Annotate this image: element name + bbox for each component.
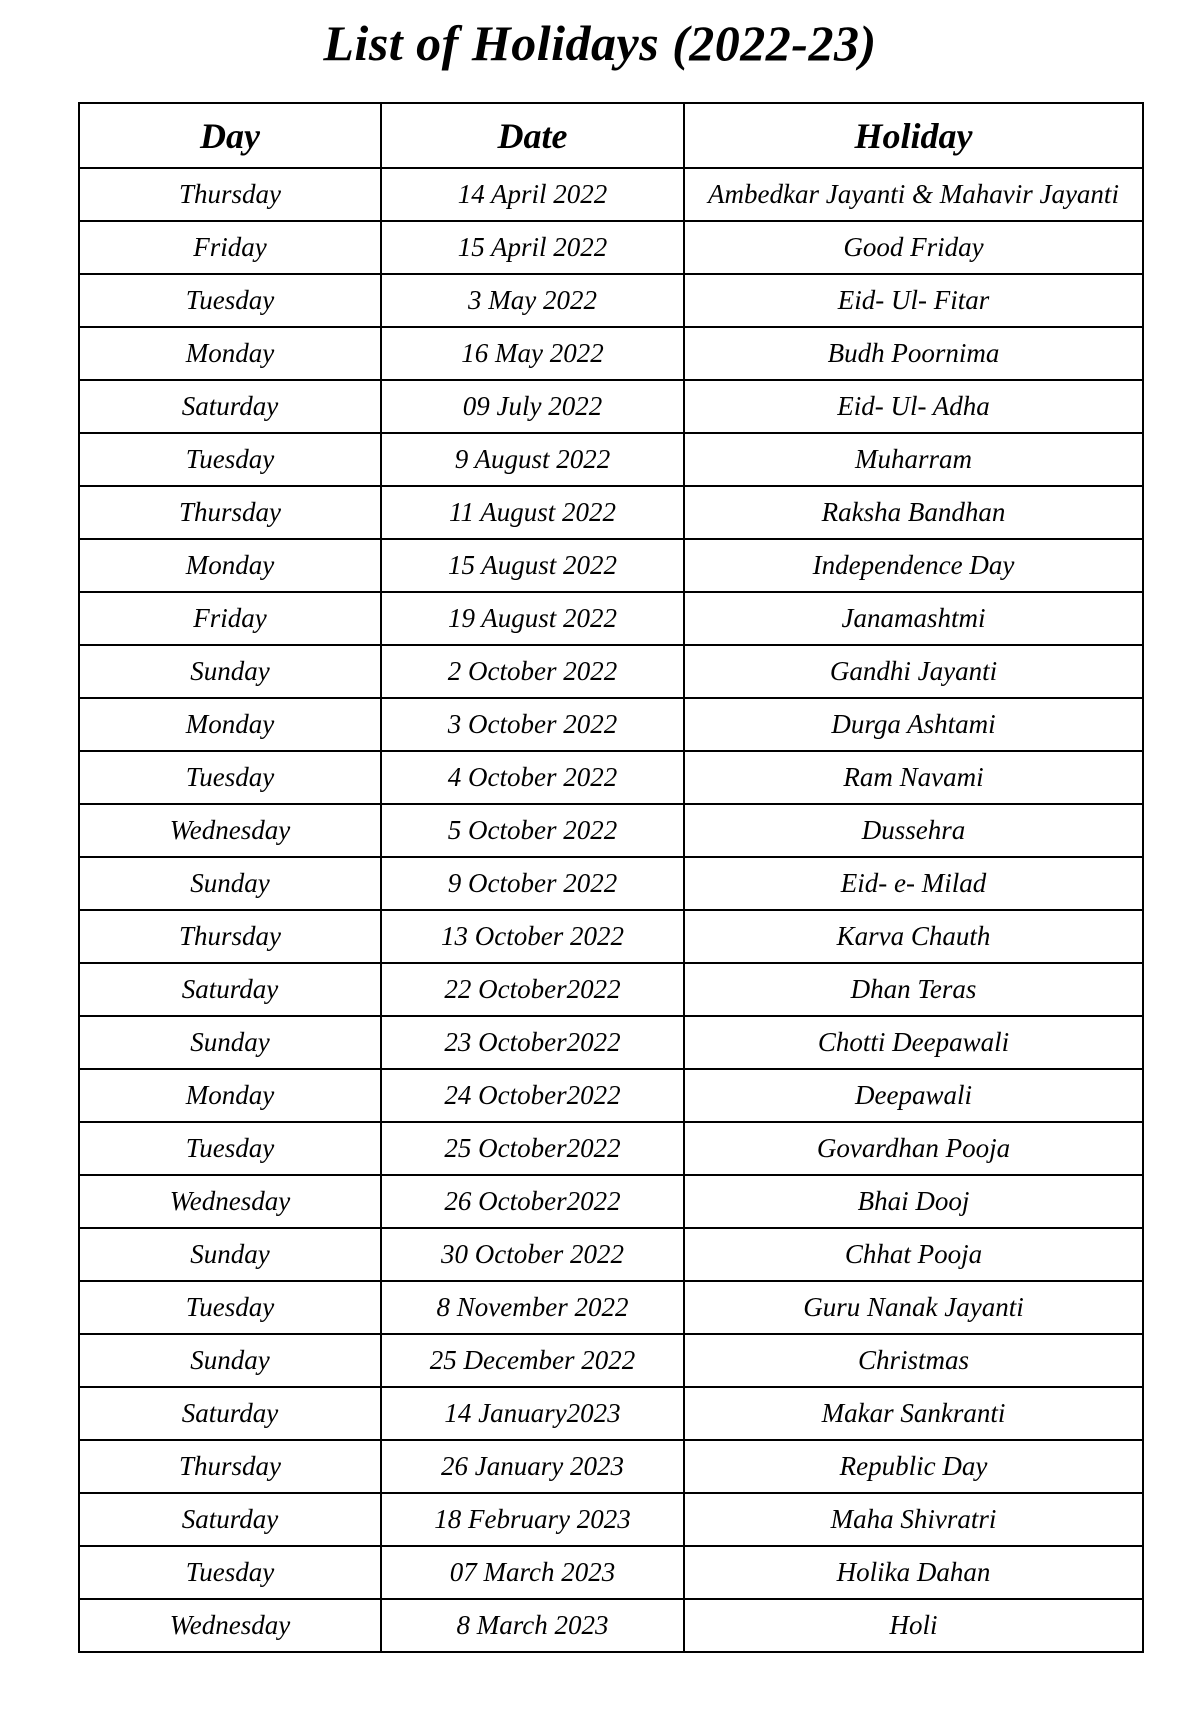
date-cell: 30 October 2022: [381, 1228, 684, 1281]
table-row: [79, 380, 1143, 433]
table-row: [79, 910, 1143, 963]
day-cell: Sunday: [79, 1334, 381, 1387]
table-row: [79, 1440, 1143, 1493]
table-body: [79, 168, 1143, 1652]
day-cell: Monday: [79, 539, 381, 592]
holiday-cell: Gandhi Jayanti: [684, 645, 1143, 698]
holiday-cell: Eid- e- Milad: [684, 857, 1143, 910]
date-cell: 5 October 2022: [381, 804, 684, 857]
header-holiday: Holiday: [684, 103, 1143, 168]
holiday-cell: Republic Day: [684, 1440, 1143, 1493]
date-cell: 25 October2022: [381, 1122, 684, 1175]
date-cell: 8 March 2023: [381, 1599, 684, 1652]
day-cell: Thursday: [79, 486, 381, 539]
table-row: [79, 645, 1143, 698]
date-cell: 18 February 2023: [381, 1493, 684, 1546]
table-row: [79, 592, 1143, 645]
day-cell: Friday: [79, 592, 381, 645]
table-row: [79, 698, 1143, 751]
holiday-cell: Guru Nanak Jayanti: [684, 1281, 1143, 1334]
day-cell: Thursday: [79, 168, 381, 221]
day-cell: Saturday: [79, 380, 381, 433]
day-cell: Monday: [79, 1069, 381, 1122]
holiday-cell: Budh Poornima: [684, 327, 1143, 380]
date-cell: 16 May 2022: [381, 327, 684, 380]
day-cell: Saturday: [79, 1387, 381, 1440]
date-cell: 3 October 2022: [381, 698, 684, 751]
header-date: Date: [381, 103, 684, 168]
page-title: List of Holidays (2022-23): [323, 15, 877, 71]
day-cell: Sunday: [79, 1228, 381, 1281]
day-cell: Tuesday: [79, 274, 381, 327]
day-cell: Friday: [79, 221, 381, 274]
table-row: [79, 857, 1143, 910]
date-cell: 26 January 2023: [381, 1440, 684, 1493]
table-row: [79, 1122, 1143, 1175]
day-cell: Tuesday: [79, 1281, 381, 1334]
date-cell: 3 May 2022: [381, 274, 684, 327]
date-cell: 25 December 2022: [381, 1334, 684, 1387]
table-row: [79, 486, 1143, 539]
table-row: [79, 1599, 1143, 1652]
header-day: Day: [79, 103, 381, 168]
date-cell: 23 October2022: [381, 1016, 684, 1069]
date-cell: 14 January2023: [381, 1387, 684, 1440]
date-cell: 19 August 2022: [381, 592, 684, 645]
date-cell: 22 October2022: [381, 963, 684, 1016]
holiday-cell: Janamashtmi: [684, 592, 1143, 645]
date-cell: 11 August 2022: [381, 486, 684, 539]
table-row: [79, 963, 1143, 1016]
table-row: [79, 539, 1143, 592]
holiday-cell: Makar Sankranti: [684, 1387, 1143, 1440]
holiday-cell: Eid- Ul- Adha: [684, 380, 1143, 433]
date-cell: 9 October 2022: [381, 857, 684, 910]
holiday-cell: Holika Dahan: [684, 1546, 1143, 1599]
holiday-cell: Deepawali: [684, 1069, 1143, 1122]
holiday-cell: Holi: [684, 1599, 1143, 1652]
holiday-cell: Raksha Bandhan: [684, 486, 1143, 539]
day-cell: Wednesday: [79, 804, 381, 857]
holiday-cell: Chhat Pooja: [684, 1228, 1143, 1281]
date-cell: 13 October 2022: [381, 910, 684, 963]
day-cell: Saturday: [79, 1493, 381, 1546]
day-cell: Thursday: [79, 1440, 381, 1493]
day-cell: Sunday: [79, 857, 381, 910]
table-row: [79, 1281, 1143, 1334]
table-row: [79, 1493, 1143, 1546]
holiday-cell: Bhai Dooj: [684, 1175, 1143, 1228]
day-cell: Sunday: [79, 645, 381, 698]
table-row: [79, 1016, 1143, 1069]
holiday-cell: Ambedkar Jayanti & Mahavir Jayanti: [684, 168, 1143, 221]
holiday-cell: Durga Ashtami: [684, 698, 1143, 751]
table-row: [79, 221, 1143, 274]
table-header-row: [79, 103, 1143, 168]
holiday-cell: Ram Navami: [684, 751, 1143, 804]
date-cell: 26 October2022: [381, 1175, 684, 1228]
table-row: [79, 1069, 1143, 1122]
table-row: [79, 1334, 1143, 1387]
day-cell: Wednesday: [79, 1599, 381, 1652]
table-row: [79, 1228, 1143, 1281]
holiday-table: [78, 102, 1144, 1653]
holiday-cell: Eid- Ul- Fitar: [684, 274, 1143, 327]
holiday-cell: Good Friday: [684, 221, 1143, 274]
date-cell: 9 August 2022: [381, 433, 684, 486]
date-cell: 15 April 2022: [381, 221, 684, 274]
holiday-cell: Govardhan Pooja: [684, 1122, 1143, 1175]
holiday-cell: Maha Shivratri: [684, 1493, 1143, 1546]
date-cell: 09 July 2022: [381, 380, 684, 433]
table-row: [79, 433, 1143, 486]
day-cell: Wednesday: [79, 1175, 381, 1228]
holiday-cell: Karva Chauth: [684, 910, 1143, 963]
day-cell: Saturday: [79, 963, 381, 1016]
table-row: [79, 274, 1143, 327]
holiday-cell: Independence Day: [684, 539, 1143, 592]
holiday-cell: Christmas: [684, 1334, 1143, 1387]
day-cell: Monday: [79, 327, 381, 380]
date-cell: 07 March 2023: [381, 1546, 684, 1599]
day-cell: Tuesday: [79, 433, 381, 486]
date-cell: 24 October2022: [381, 1069, 684, 1122]
date-cell: 8 November 2022: [381, 1281, 684, 1334]
table-row: [79, 1387, 1143, 1440]
day-cell: Monday: [79, 698, 381, 751]
holiday-cell: Chotti Deepawali: [684, 1016, 1143, 1069]
date-cell: 2 October 2022: [381, 645, 684, 698]
date-cell: 15 August 2022: [381, 539, 684, 592]
table-row: [79, 1546, 1143, 1599]
day-cell: Tuesday: [79, 751, 381, 804]
table-row: [79, 168, 1143, 221]
date-cell: 14 April 2022: [381, 168, 684, 221]
holiday-cell: Dhan Teras: [684, 963, 1143, 1016]
table-row: [79, 1175, 1143, 1228]
day-cell: Tuesday: [79, 1122, 381, 1175]
day-cell: Tuesday: [79, 1546, 381, 1599]
table-row: [79, 751, 1143, 804]
day-cell: Thursday: [79, 910, 381, 963]
day-cell: Sunday: [79, 1016, 381, 1069]
table-row: [79, 804, 1143, 857]
date-cell: 4 October 2022: [381, 751, 684, 804]
holiday-cell: Dussehra: [684, 804, 1143, 857]
table-row: [79, 327, 1143, 380]
holiday-cell: Muharram: [684, 433, 1143, 486]
